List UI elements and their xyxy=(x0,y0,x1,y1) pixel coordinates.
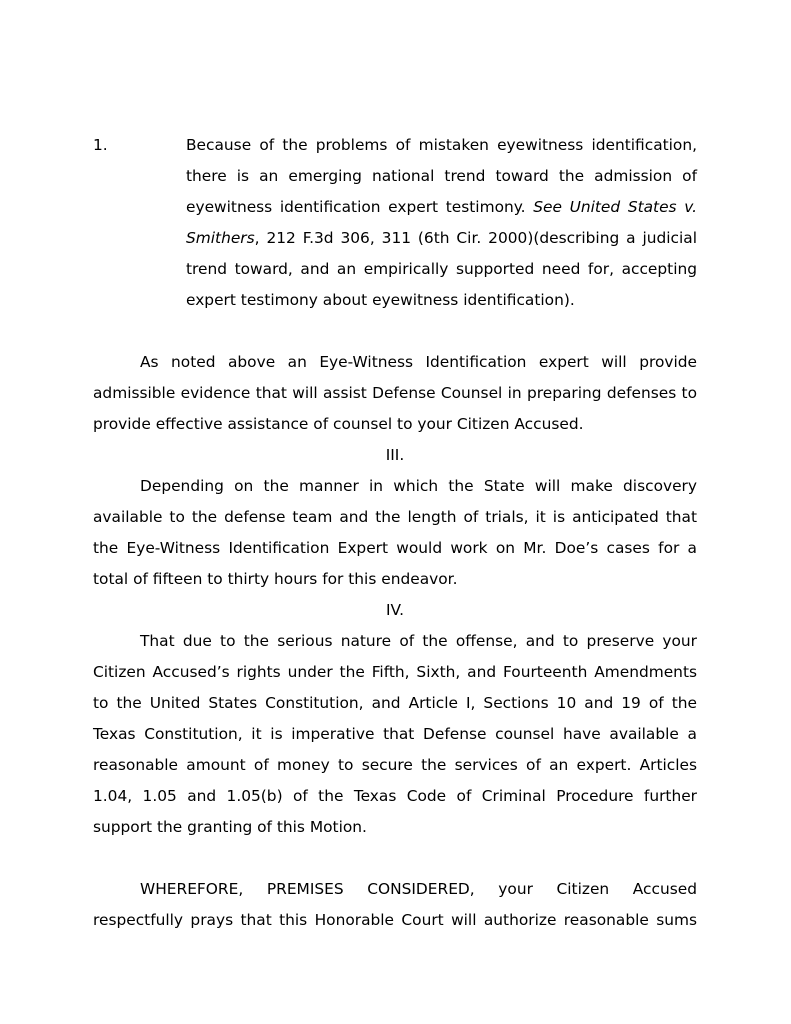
paragraph-noted-above: As noted above an Eye-Witness Identification expert will provide admissible evidence that will assist Defense Counsel in preparing defenses to provide effective assistance of counsel to your Citizen Accused. xyxy=(93,353,697,433)
section-heading-iv: IV. xyxy=(386,601,404,619)
paragraph-wherefore: WHEREFORE, PREMISES CONSIDERED, your Citizen Accused respectfully prays that this Honorable Court will authorize reasonable sums xyxy=(93,880,697,929)
item-text-b: , 212 F.3d 306, 311 (6th Cir. 2000)(describing a judicial trend toward, and an empirically supported need for, accepting expert testimony about eyewitness identification). xyxy=(186,229,697,309)
paragraph-gap xyxy=(93,316,697,347)
numbered-item-1 xyxy=(93,130,697,316)
section-heading-iii: III. xyxy=(385,446,405,464)
paragraph-section-iv: That due to the serious nature of the offense, and to preserve your Citizen Accused’s rights under the Fifth, Sixth, and Fourteenth Amendments to the United States Constitution, and Article I, Sections 10 and 19 of the Texas Constitution, it is imperative that Defense counsel have available a reasonable amount of money to secure the services of an expert. Articles 1.04, 1.05 and 1.05(b) of the Texas Code of Criminal Procedure further support the granting of this Motion. xyxy=(93,632,697,836)
document-page xyxy=(93,130,697,936)
item-text-a: Because of the problems of mistaken eyewitness identification, there is an emerging national trend toward the admission of eyewitness identification expert testimony. xyxy=(186,136,697,216)
paragraph-gap xyxy=(93,843,697,874)
item-number: 1. xyxy=(93,136,108,154)
paragraph-section-iii: Depending on the manner in which the State will make discovery available to the defense team and the length of trials, it is anticipated that the Eye-Witness Identification Expert would work on Mr. Doe’s cases for a total of fifteen to thirty hours for this endeavor. xyxy=(93,477,697,588)
case-citation: See United States v. Smithers xyxy=(186,198,697,247)
